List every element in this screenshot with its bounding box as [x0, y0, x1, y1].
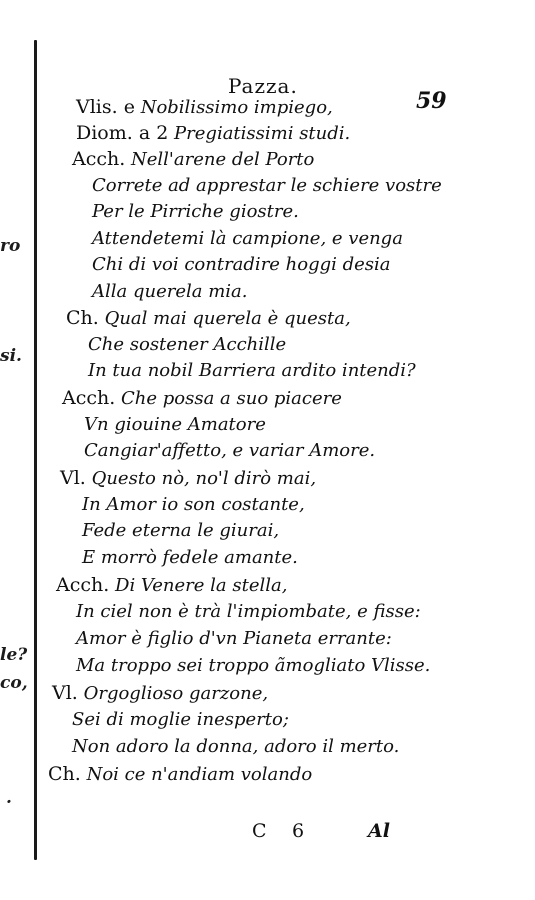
- verse-line: [76, 628, 392, 650]
- margin-fragment: co,: [0, 673, 28, 693]
- verse-text: Attendetemi là campione, e venga: [92, 228, 403, 249]
- verse-text: Per le Pirriche giostre.: [92, 201, 299, 222]
- verse-line: [76, 601, 421, 623]
- speaker-label: Acch.: [62, 387, 116, 409]
- verse-line: [84, 440, 375, 462]
- verse-line: [92, 228, 403, 250]
- speaker-label: Ch.: [66, 307, 99, 329]
- verse-text: Orgoglioso garzone,: [83, 683, 269, 704]
- verse-line: [82, 547, 298, 569]
- verse-text: Correte ad apprestar le schiere vostre: [92, 175, 442, 196]
- verse-text: Qual mai querela è questa,: [104, 308, 351, 329]
- margin-fragment: .: [6, 788, 12, 808]
- verse-text: Chi di voi contradire hoggi desia: [92, 254, 391, 275]
- verse-text: Noi ce n'andiam volando: [86, 764, 313, 785]
- verse-line: [72, 148, 314, 171]
- speaker-label: Acch.: [72, 148, 126, 170]
- verse-text: In ciel non è trà l'impiombate, e fisse:: [76, 601, 421, 622]
- verse-line: [60, 467, 316, 490]
- verse-line: [92, 254, 391, 276]
- verse-line: [92, 281, 247, 303]
- verse-text: In Amor io son costante,: [82, 494, 305, 515]
- verse-line: [88, 334, 286, 356]
- verse-text: In tua nobil Barriera ardito intendi?: [88, 360, 416, 381]
- verse-line: [66, 307, 351, 330]
- speaker-label: Vl.: [60, 467, 86, 489]
- verse-text: Amor è figlio d'vn Pianeta errante:: [76, 628, 392, 649]
- verse-line: [92, 201, 299, 223]
- page-number: 59: [416, 88, 447, 114]
- verse-line: [84, 414, 266, 436]
- catchword: Al: [368, 820, 390, 842]
- verse-line: [56, 574, 287, 597]
- margin-fragment: ro: [0, 236, 21, 256]
- verse-text: Che sostener Acchille: [88, 334, 287, 355]
- verse-line: [72, 709, 289, 731]
- verse-text: Nell'arene del Porto: [131, 149, 315, 170]
- verse-text: Di Venere la stella,: [115, 575, 288, 596]
- verse-text: Non adoro la donna, adoro il merto.: [72, 736, 400, 757]
- verse-line: [76, 655, 430, 677]
- verse-line: [88, 360, 416, 382]
- verse-line: [82, 494, 305, 516]
- verse-text: Sei di moglie inesperto;: [72, 709, 289, 730]
- speaker-label: Ch.: [48, 763, 81, 785]
- verse-text: Vn giouine Amatore: [84, 414, 266, 435]
- verse-text: Nobilissimo impiego,: [140, 97, 333, 118]
- speaker-label: Vl.: [52, 682, 78, 704]
- verse-line: [62, 387, 342, 410]
- verse-text: Alla querela mia.: [92, 281, 248, 302]
- signature-mark: C: [252, 820, 267, 842]
- verse-text: Che possa a suo piacere: [121, 388, 342, 409]
- binding-gutter: [34, 40, 37, 860]
- running-title: Pazza.: [228, 74, 298, 98]
- verse-text: E morrò fedele amante.: [82, 547, 298, 568]
- verse-line: [52, 682, 268, 705]
- verse-text: Ma troppo sei troppo ãmogliato Vlisse.: [76, 655, 431, 676]
- verse-line: [76, 122, 350, 145]
- verse-text: Cangiar'affetto, e variar Amore.: [84, 440, 376, 461]
- speaker-label: Acch.: [56, 574, 110, 596]
- verse-text: Pregiatissimi studi.: [174, 123, 351, 144]
- speaker-label: Diom. a 2: [76, 122, 169, 144]
- signature-number: 6: [292, 820, 305, 842]
- verse-line: [76, 96, 333, 119]
- verse-line: [82, 520, 279, 542]
- verse-text: Questo nò, no'l dirò mai,: [91, 468, 317, 489]
- verse-text: Fede eterna le giurai,: [82, 520, 280, 541]
- verse-line: [72, 736, 399, 758]
- margin-fragment: si.: [0, 346, 22, 366]
- verse-line: [92, 175, 442, 197]
- verse-line: [48, 763, 312, 786]
- margin-fragment: le?: [0, 645, 28, 665]
- speaker-label: Vlis. e: [76, 96, 135, 118]
